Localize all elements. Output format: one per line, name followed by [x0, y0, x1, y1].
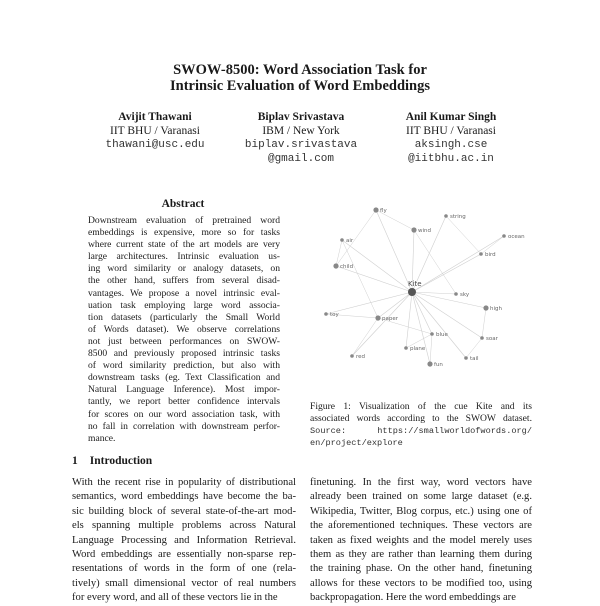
- left-column-text: [72, 476, 296, 606]
- caption-line: Source: https://smallworldofwords.org/: [310, 426, 532, 436]
- author-email: thawani@usc.edu: [105, 139, 205, 151]
- graph-node-label: plane: [410, 346, 426, 352]
- graph-node-label: ocean: [508, 234, 525, 240]
- graph-node: [430, 332, 434, 336]
- graph-node: [502, 234, 506, 238]
- graph-cue-node: [408, 288, 416, 296]
- graph-edge: [482, 308, 486, 338]
- abstract-line: of word similarity prediction, but also with: [88, 360, 280, 372]
- section-heading: [72, 455, 152, 467]
- graph-node: [454, 292, 458, 296]
- body-text-line: the training phase. On the other hand, finetuning: [310, 563, 532, 575]
- graph-node-label: fly: [380, 208, 387, 214]
- figure-1: [306, 196, 532, 396]
- graph-edge: [352, 318, 378, 356]
- author-email: aksingh.cse: [414, 139, 488, 151]
- author-name: Anil Kumar Singh: [405, 111, 497, 123]
- graph-node: [340, 238, 344, 242]
- author-name: Biplav Srivastava: [257, 111, 345, 123]
- graph-node-label: wind: [418, 228, 432, 234]
- author-affiliation: IIT BHU / Varanasi: [406, 125, 496, 137]
- section-number: 1: [72, 455, 78, 467]
- graph-edge: [430, 334, 432, 364]
- abstract-line: no fall in correlation with downstream perfor-: [88, 420, 280, 432]
- author-email: @iitbhu.ac.in: [408, 153, 494, 165]
- body-text-line: With the recent rise in popularity of distributional: [72, 477, 296, 488]
- caption-line: en/project/explore: [310, 438, 403, 448]
- body-text-line: the aforementioned techniques. These vectors are: [310, 520, 532, 532]
- graph-node: [427, 361, 432, 366]
- graph-edge: [412, 236, 504, 292]
- body-text-line: tively) small dimensional vector of real numbers: [72, 577, 296, 589]
- author-affiliation: IIT BHU / Varanasi: [110, 125, 200, 137]
- graph-edge: [326, 292, 412, 314]
- body-text-line: els spanning multiple problems across Natural: [72, 520, 296, 532]
- graph-node: [480, 336, 484, 340]
- graph-edge: [412, 254, 481, 292]
- graph-node-label: fun: [434, 362, 443, 368]
- abstract-line: 8500 and previously proposed intrinsic tasks: [88, 348, 280, 360]
- abstract-line: downstream tasks (eg. Text Classification and: [88, 372, 280, 384]
- body-text-line: resentations of words in the form of one (rela-: [72, 563, 296, 575]
- graph-cue-label: Kite: [408, 280, 422, 288]
- graph-edge: [342, 240, 378, 318]
- graph-edge: [336, 210, 376, 266]
- section-title: Introduction: [89, 455, 153, 467]
- graph-node: [411, 227, 416, 232]
- abstract-line: tion datasets (particularly the Small World: [88, 311, 280, 323]
- abstract-line: mance.: [88, 432, 116, 444]
- graph-node: [444, 214, 448, 218]
- word-association-graph: [306, 196, 532, 396]
- graph-node-label: toy: [330, 312, 339, 318]
- author-email: @gmail.com: [267, 153, 334, 165]
- graph-node: [483, 305, 488, 310]
- abstract-line: not just between performances on SWOW-: [88, 335, 280, 347]
- graph-node-label: red: [356, 354, 366, 360]
- graph-edge: [406, 292, 412, 348]
- body-text-line: for every word, and all of these vectors lie in the: [72, 592, 278, 604]
- abstract-line: embeddings is expensive, more so for tasks: [88, 227, 280, 239]
- paper-title-line-2: Intrinsic Evaluation of Word Embeddings: [170, 78, 430, 94]
- graph-node-label: blue: [436, 332, 448, 338]
- abstract-line: uation task employing large word associa-: [88, 299, 280, 311]
- body-text-line: allows for these vectors to be modified too, using: [310, 577, 532, 589]
- abstract-line: tantly, we report better confidence intervals: [88, 396, 280, 408]
- abstract-line: ing word similarity or analogy datasets, on: [88, 263, 280, 275]
- graph-node: [324, 312, 328, 316]
- abstract-heading: Abstract: [161, 198, 205, 210]
- body-text-line: semantics, word embeddings have become the ba-: [72, 491, 296, 503]
- graph-edge: [378, 292, 412, 318]
- abstract-line: vantages. We propose a novel intrinsic eval-: [88, 287, 280, 299]
- graph-edge: [352, 292, 412, 356]
- figure-caption: [310, 401, 532, 449]
- right-column-text: [310, 476, 532, 606]
- graph-node: [333, 263, 338, 268]
- abstract-line: the other hand, suffers from several disad-: [88, 275, 280, 287]
- graph-node: [464, 356, 468, 360]
- graph-node-label: sky: [460, 292, 470, 298]
- author-name: Avijit Thawani: [118, 111, 192, 123]
- author-affiliation: IBM / New York: [262, 125, 340, 137]
- abstract-line: for scores on our word association task, with: [88, 408, 280, 420]
- author-block: [366, 110, 536, 166]
- author-block: [70, 110, 240, 152]
- graph-edge: [446, 216, 481, 254]
- author-block: [216, 110, 386, 166]
- caption-line: Figure 1: Visualization of the cue Kite and its: [310, 401, 532, 412]
- body-text-line: Wikipedia, Twitter, Blog corpus, etc.) using one of: [310, 505, 532, 517]
- graph-node-label: high: [490, 306, 502, 312]
- graph-edge: [466, 338, 482, 358]
- body-text-line: Word embeddings are essentially non-sparse rep-: [72, 549, 296, 561]
- graph-node-label: string: [450, 214, 466, 220]
- abstract-line: of Words dataset). We observe correlations: [88, 323, 280, 335]
- abstract-line: large architectures. Intrinsic evaluation us-: [88, 251, 280, 263]
- graph-node: [373, 207, 378, 212]
- abstract-body: [88, 215, 280, 445]
- graph-node-label: child: [340, 264, 354, 270]
- graph-node-label: tail: [470, 356, 479, 362]
- body-text-line: Language Processing and Information Retrieval.: [72, 534, 296, 546]
- body-text-line: already been trained on some large dataset (e.g.: [310, 491, 532, 503]
- graph-node-label: bird: [485, 252, 496, 258]
- graph-node: [404, 346, 408, 350]
- body-text-line: finetuning. In the first way, word vectors have: [310, 477, 532, 488]
- body-text-line: sic building block of several state-of-the-art mod-: [72, 505, 296, 517]
- graph-node: [375, 315, 380, 320]
- graph-edge: [376, 210, 412, 292]
- caption-line: associated words according to the SWOW dataset.: [310, 413, 532, 424]
- author-email: biplav.srivastava: [244, 139, 358, 151]
- body-text-line: them as they are rather than learning them during: [310, 549, 532, 561]
- abstract-line: Natural Language Inference). Most impor-: [88, 384, 280, 396]
- paper-title-line-1: SWOW-8500: Word Association Task for: [173, 62, 427, 78]
- abstract-line: where current state of the art models are very: [88, 239, 280, 251]
- graph-node-label: paper: [382, 316, 398, 322]
- graph-node-label: soar: [486, 336, 498, 342]
- graph-node-label: air: [346, 238, 354, 244]
- graph-node: [479, 252, 483, 256]
- body-text-line: taken as fixed weights and the model merely uses: [310, 534, 532, 546]
- graph-node: [350, 354, 354, 358]
- body-text-line: backpropagation. Here the word embeddings are: [310, 592, 516, 604]
- abstract-line: Downstream evaluation of pretrained word: [88, 215, 280, 226]
